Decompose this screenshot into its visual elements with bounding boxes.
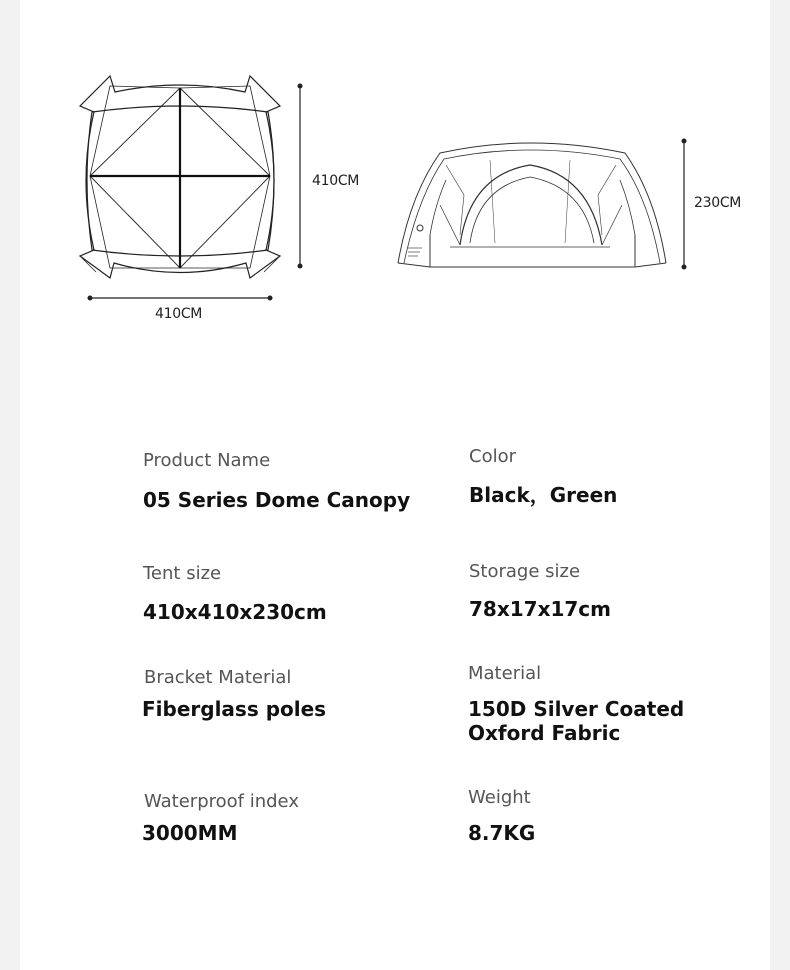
width-dimension-line — [85, 293, 275, 303]
bracket-material-value: Fiberglass poles — [142, 697, 327, 721]
weight-value: 8.7KG — [468, 821, 536, 845]
tent-top-view-drawing — [70, 70, 300, 330]
material-value-line1: 150D Silver Coated — [468, 697, 685, 721]
material-label: Material — [468, 663, 542, 684]
height-dimension-label: 230CM — [694, 195, 742, 211]
tent-size-label: Tent size — [143, 563, 222, 584]
product-name-value: 05 Series Dome Canopy — [143, 488, 411, 512]
depth-dimension-line — [295, 81, 305, 271]
color-label: Color — [469, 446, 516, 467]
depth-dimension-label: 410CM — [312, 173, 360, 189]
weight-label: Weight — [468, 787, 531, 808]
width-dimension-label: 410CM — [155, 306, 203, 322]
storage-size-label: Storage size — [469, 561, 581, 582]
color-value: Black，Green — [469, 483, 618, 507]
material-value-line2: Oxford Fabric — [468, 721, 621, 745]
waterproof-value: 3000MM — [142, 821, 238, 845]
bracket-material-label: Bracket Material — [144, 667, 292, 688]
storage-size-value: 78x17x17cm — [469, 597, 611, 621]
waterproof-label: Waterproof index — [144, 791, 299, 812]
product-name-label: Product Name — [143, 450, 271, 471]
tent-size-value: 410x410x230cm — [143, 600, 327, 624]
height-dimension-line — [679, 136, 689, 272]
tent-side-view-drawing — [390, 135, 680, 275]
